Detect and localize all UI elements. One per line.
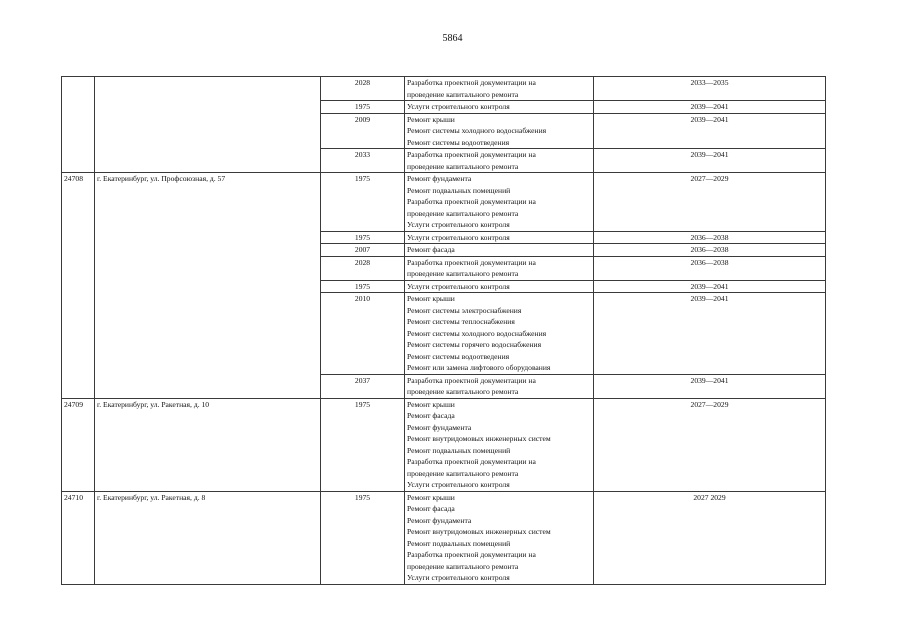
work-item: Ремонт системы теплоснабжения	[407, 317, 515, 326]
work-item: проведение капитального ремонта	[407, 161, 519, 171]
year-cell: 1975	[321, 398, 405, 491]
year-cell: 2007	[321, 244, 405, 257]
year-cell: 1975	[321, 101, 405, 114]
table-body	[62, 77, 826, 585]
period-cell: 2033—2035	[594, 77, 826, 101]
work-item: Ремонт фундамента	[407, 174, 472, 183]
works-cell	[405, 173, 594, 232]
period-cell: 2039—2041	[594, 113, 826, 149]
works-cell	[405, 231, 594, 244]
table-row	[62, 398, 826, 491]
work-item: Ремонт фасада	[407, 245, 455, 254]
work-item: проведение капитального ремонта	[407, 208, 519, 218]
work-item: Ремонт крыши	[407, 399, 455, 409]
work-item: Ремонт системы холодного водоснабжения	[407, 328, 547, 338]
page-number: 5864	[442, 33, 463, 44]
period-cell: 2036—2038	[594, 256, 826, 280]
period-cell: 2039—2041	[594, 374, 826, 398]
work-item: Услуги строительного контроля	[407, 220, 510, 229]
period-cell: 2039—2041	[594, 280, 826, 293]
period-cell: 2027 2029	[594, 491, 826, 584]
house-id-cell: 24708	[62, 173, 95, 399]
work-item: Ремонт системы электроснабжения	[407, 305, 522, 315]
address-cell	[95, 77, 321, 173]
work-item: Разработка проектной документации на	[407, 550, 536, 559]
work-item: проведение капитального ремонта	[407, 387, 519, 396]
works-cell	[405, 280, 594, 293]
work-item: Услуги строительного контроля	[407, 573, 510, 582]
works-cell	[405, 101, 594, 114]
work-item: Ремонт системы холодного водоснабжения	[407, 126, 547, 135]
work-item: Ремонт или замена лифтового оборудования	[407, 363, 551, 372]
works-cell	[405, 149, 594, 173]
work-item: Ремонт фундамента	[407, 422, 472, 432]
year-cell: 1975	[321, 491, 405, 584]
works-cell	[405, 113, 594, 149]
work-item: Услуги строительного контроля	[407, 480, 510, 489]
work-item: Ремонт подвальных помещений	[407, 445, 511, 455]
works-cell	[405, 293, 594, 375]
period-cell: 2039—2041	[594, 149, 826, 173]
year-cell: 2009	[321, 113, 405, 149]
work-item: Ремонт фасада	[407, 411, 455, 420]
work-item: Ремонт подвальных помещений	[407, 538, 511, 548]
year-cell: 2037	[321, 374, 405, 398]
house-id-cell: 24710	[62, 491, 95, 584]
work-item: Ремонт внутридомовых инженерных систем	[407, 527, 551, 536]
work-item: Разработка проектной документации на	[407, 375, 536, 385]
year-cell: 1975	[321, 280, 405, 293]
address-cell: г. Екатеринбург, ул. Профсоюзная, д. 57	[95, 173, 321, 399]
year-cell: 2028	[321, 77, 405, 101]
address-cell: г. Екатеринбург, ул. Ракетная, д. 10	[95, 398, 321, 491]
works-cell	[405, 256, 594, 280]
works-cell	[405, 374, 594, 398]
work-item: Разработка проектной документации на	[407, 257, 536, 267]
work-item: Ремонт крыши	[407, 114, 455, 124]
work-item: Разработка проектной документации на	[407, 457, 536, 466]
house-id-cell	[62, 77, 95, 173]
table-row	[62, 491, 826, 584]
year-cell: 2010	[321, 293, 405, 375]
period-cell: 2027—2029	[594, 173, 826, 232]
works-cell	[405, 244, 594, 257]
work-item: Разработка проектной документации на	[407, 78, 536, 87]
table-row	[62, 173, 826, 232]
work-item: Разработка проектной документации на	[407, 150, 536, 159]
works-cell	[405, 491, 594, 584]
period-cell: 2039—2041	[594, 293, 826, 375]
period-cell: 2027—2029	[594, 398, 826, 491]
year-cell: 1975	[321, 173, 405, 232]
work-item: Ремонт системы горячего водоснабжения	[407, 340, 542, 349]
work-item: Ремонт системы водоотведения	[407, 351, 510, 361]
work-item: Ремонт фундамента	[407, 515, 472, 525]
address-cell: г. Екатеринбург, ул. Ракетная, д. 8	[95, 491, 321, 584]
year-cell: 2033	[321, 149, 405, 173]
work-item: Ремонт крыши	[407, 294, 455, 303]
work-item: Ремонт подвальных помещений	[407, 185, 511, 195]
work-item: Разработка проектной документации на	[407, 197, 536, 206]
work-item: Ремонт фасада	[407, 504, 455, 513]
work-item: Услуги строительного контроля	[407, 102, 510, 111]
work-item: проведение капитального ремонта	[407, 269, 519, 278]
works-cell	[405, 398, 594, 491]
work-item: проведение капитального ремонта	[407, 89, 519, 99]
work-item: Ремонт крыши	[407, 492, 455, 502]
works-cell	[405, 77, 594, 101]
period-cell: 2039—2041	[594, 101, 826, 114]
work-item: Ремонт внутридомовых инженерных систем	[407, 434, 551, 443]
year-cell: 1975	[321, 231, 405, 244]
work-item: Услуги строительного контроля	[407, 232, 510, 242]
work-item: Услуги строительного контроля	[407, 281, 510, 291]
table-row	[62, 77, 826, 101]
work-item: проведение капитального ремонта	[407, 561, 519, 571]
period-cell: 2036—2038	[594, 244, 826, 257]
work-item: проведение капитального ремонта	[407, 468, 519, 478]
house-id-cell: 24709	[62, 398, 95, 491]
year-cell: 2028	[321, 256, 405, 280]
work-item: Ремонт системы водоотведения	[407, 137, 510, 147]
capital-repair-table	[61, 76, 826, 585]
period-cell: 2036—2038	[594, 231, 826, 244]
